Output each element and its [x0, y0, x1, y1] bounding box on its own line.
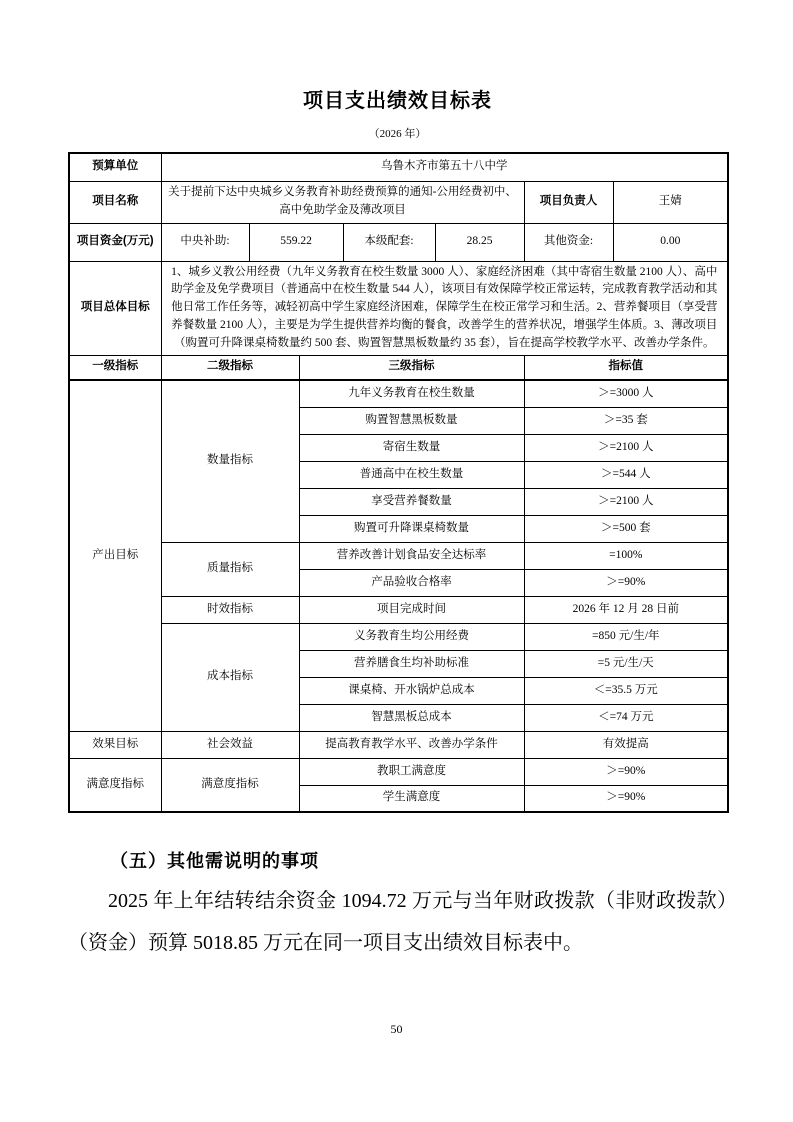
- indicator-name-cell: 寄宿生数量: [299, 434, 524, 461]
- indicator-value-cell: ＞=35 套: [524, 407, 728, 434]
- project-name-value: 关于提前下达中央城乡义务教育补助经费预算的通知-公用经费初中、高中免助学金及薄改项目: [161, 181, 524, 223]
- group-quality: 质量指标: [161, 542, 299, 596]
- project-funds-label: 项目资金(万元): [69, 223, 161, 261]
- indicator-name-cell: 教职工满意度: [299, 758, 524, 785]
- header-level2: 二级指标: [161, 355, 299, 380]
- indicator-row: [69, 542, 728, 569]
- group-quantity: 数量指标: [161, 380, 299, 542]
- indicator-value-cell: ＞=3000 人: [524, 380, 728, 407]
- central-subsidy-label: 中央补助:: [161, 223, 249, 261]
- group-satisfaction-l1: 满意度指标: [69, 758, 161, 812]
- indicator-name-cell: 营养膳食生均补助标准: [299, 650, 524, 677]
- indicator-value-cell: ＞=500 套: [524, 515, 728, 542]
- performance-target-table: [68, 152, 729, 813]
- page-content: [68, 84, 727, 964]
- project-name-row: [69, 181, 728, 223]
- indicator-name-cell: 享受营养餐数量: [299, 488, 524, 515]
- indicator-name-cell: 普通高中在校生数量: [299, 461, 524, 488]
- local-matching-value: 28.25: [435, 223, 524, 261]
- indicator-row: [69, 731, 728, 758]
- indicator-value-cell: ＞=90%: [524, 758, 728, 785]
- indicator-name-cell: 购置可升降课桌椅数量: [299, 515, 524, 542]
- indicator-name-cell: 项目完成时间: [299, 596, 524, 623]
- indicator-row: [69, 596, 728, 623]
- indicator-value-cell: ＞=90%: [524, 569, 728, 596]
- indicator-name-cell: 课桌椅、开水锅炉总成本: [299, 677, 524, 704]
- indicator-row: [69, 758, 728, 785]
- indicator-value-cell: ＞=2100 人: [524, 488, 728, 515]
- indicator-value-cell: =100%: [524, 542, 728, 569]
- indicator-name-cell: 学生满意度: [299, 785, 524, 812]
- doc-title: 项目支出绩效目标表: [303, 90, 492, 112]
- indicator-value-cell: 2026 年 12 月 28 日前: [524, 596, 728, 623]
- doc-subtitle: （2026 年）: [368, 128, 427, 140]
- project-leader-value: 王婧: [613, 181, 728, 223]
- indicator-value-cell: ＞=2100 人: [524, 434, 728, 461]
- project-name-label: 项目名称: [69, 181, 161, 223]
- notes-heading: （五）其他需说明的事项: [110, 851, 319, 872]
- budget-unit-row: [69, 153, 728, 181]
- indicator-value-cell: ＜=74 万元: [524, 704, 728, 731]
- header-level3: 三级指标: [299, 355, 524, 380]
- central-subsidy-value: 559.22: [249, 223, 343, 261]
- local-matching-label: 本级配套:: [343, 223, 435, 261]
- indicator-value-cell: ＞=544 人: [524, 461, 728, 488]
- indicator-name-cell: 智慧黑板总成本: [299, 704, 524, 731]
- indicator-value-cell: 有效提高: [524, 731, 728, 758]
- budget-unit-label: 预算单位: [69, 153, 161, 181]
- project-leader-label: 项目负责人: [524, 181, 613, 223]
- group-timeliness: 时效指标: [161, 596, 299, 623]
- project-funds-row: [69, 223, 728, 261]
- other-funds-label: 其他资金:: [524, 223, 613, 261]
- overall-goal-row: [69, 261, 728, 355]
- indicator-row: [69, 380, 728, 407]
- indicator-name-cell: 义务教育生均公用经费: [299, 623, 524, 650]
- indicator-header-row: [69, 355, 728, 380]
- group-cost: 成本指标: [161, 623, 299, 731]
- header-value: 指标值: [524, 355, 728, 380]
- other-funds-value: 0.00: [613, 223, 728, 261]
- indicator-value-cell: ＜=35.5 万元: [524, 677, 728, 704]
- indicator-name-cell: 营养改善计划食品安全达标率: [299, 542, 524, 569]
- indicator-name-cell: 提高教育教学水平、改善办学条件: [299, 731, 524, 758]
- indicator-row: [69, 623, 728, 650]
- page-number: 50: [390, 1022, 403, 1036]
- indicator-name-cell: 产品验收合格率: [299, 569, 524, 596]
- notes-paragraph: 2025 年上年结转结余资金 1094.72 万元与当年财政拨款（非财政拨款）（资金）预算 5018.85 万元在同一项目支出绩效目标表中。: [68, 890, 727, 955]
- indicator-value-cell: =5 元/生/天: [524, 650, 728, 677]
- overall-goal-value: 1、城乡义教公用经费（九年义务教育在校生数量 3000 人）、家庭经济困难（其中寄宿生数量 2100 人）、高中助学金及免学费项目（普通高中在校生数量 544 人），该项目有效保障学校正常运转，完成教育教学活动和其他日常工作任务等，减轻初高中学生家庭经济困难，保障学生在校正常学习和生活。2、营养餐项目（享受营养餐数量 2100 人），主要是为学生提供营养均衡的餐食，改善学生的营养状况，增强学生体质。3、薄改项目（购置可升降课桌椅数量约 500 套、购置智慧黑板数量约 35 套），旨在提高学校教学水平、改善办学条件。: [161, 261, 728, 355]
- group-output-goal: 产出目标: [69, 380, 161, 731]
- indicator-value-cell: =850 元/生/年: [524, 623, 728, 650]
- overall-goal-label: 项目总体目标: [69, 261, 161, 355]
- header-level1: 一级指标: [69, 355, 161, 380]
- indicator-value-cell: ＞=90%: [524, 785, 728, 812]
- indicator-name-cell: 购置智慧黑板数量: [299, 407, 524, 434]
- budget-unit-value: 乌鲁木齐市第五十八中学: [161, 153, 728, 181]
- group-social-benefit: 社会效益: [161, 731, 299, 758]
- indicator-name-cell: 九年义务教育在校生数量: [299, 380, 524, 407]
- group-effect-goal: 效果目标: [69, 731, 161, 758]
- group-satisfaction-l2: 满意度指标: [161, 758, 299, 812]
